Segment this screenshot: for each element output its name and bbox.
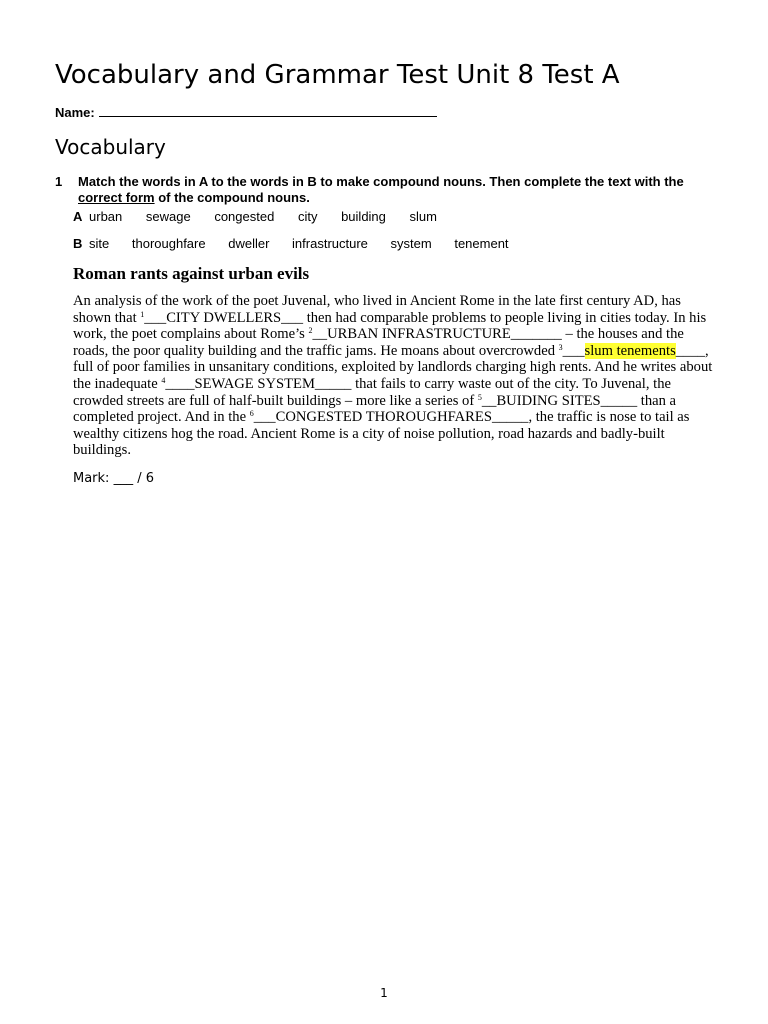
word-b-item: thoroughfare [131, 236, 206, 251]
word-list-b [73, 235, 525, 253]
article-paragraph [73, 293, 713, 459]
article-text: that fails to carry waste out of the city. To Juvenal, the crowded streets are full of half-built buildings – more like a series of [73, 375, 671, 409]
word-a-item: city [297, 209, 318, 224]
word-a-item: sewage [145, 209, 191, 224]
word-a-item: slum [409, 209, 437, 224]
word-b-item: dweller [228, 236, 270, 251]
name-field-line [55, 103, 437, 122]
word-list-b-label: B [73, 236, 83, 251]
name-label: Name: [55, 105, 95, 120]
task-text-start: Match the words in A to the words in B to make compound nouns. Then complete the text with the [78, 174, 684, 189]
task-number: 1 [55, 174, 63, 189]
section-title: Vocabulary [55, 135, 166, 159]
gap-number: 4 [161, 375, 166, 385]
article-text: than a completed project. And in the [73, 392, 677, 426]
word-a-item: congested [214, 209, 275, 224]
task-text-underlined: correct form [78, 190, 155, 205]
gap-answer: ____SEWAGE SYSTEM_____ [165, 375, 352, 392]
word-a-item: building [341, 209, 386, 224]
gap-number: 1 [140, 309, 145, 319]
word-a-item: urban [89, 209, 123, 224]
gap-answer: __BUIDING SITES_____ [481, 392, 638, 409]
word-b-item: infrastructure [292, 236, 368, 251]
gap-answer: ___CITY DWELLERS___ [144, 309, 304, 326]
article-text: An analysis of the work of the poet Juvenal, who lived in Ancient Rome in the late first century AD, has shown that [73, 293, 681, 326]
test-title: Vocabulary and Grammar Test Unit 8 Test A [55, 60, 620, 90]
word-b-item: tenement [454, 236, 509, 251]
article-text: – the houses and the roads, the poor quality building and the traffic jams. He moans about overcrowded [73, 326, 684, 359]
article-text: , full of poor families in unsanitary conditions, exploited by landlords charging high rents. And he writes about the inadequate [73, 342, 713, 392]
page-number: 1 [380, 986, 388, 1000]
word-b-item: site [89, 236, 110, 251]
gap-number: 2 [308, 326, 313, 336]
task-text [78, 174, 705, 206]
task-text-end: of the compound nouns. [154, 190, 310, 205]
article-title: Roman rants against urban evils [73, 264, 310, 283]
gap-number: 6 [249, 409, 254, 419]
gap-answer-prefix: ___ [562, 342, 585, 359]
gap-answer: ___CONGESTED THOROUGHFARES_____ [253, 409, 529, 426]
name-blank-line [99, 103, 437, 117]
gap-number: 3 [558, 342, 563, 352]
word-list-a-label: A [73, 209, 83, 224]
gap-answer: __URBAN INFRASTRUCTURE_______ [312, 326, 562, 343]
article-text: , the traffic is nose to tail as wealthy citizens hog the road. Ancient Rome is a city of noise pollution, road hazards and badly-built buildings. [73, 409, 690, 459]
mark-line: Mark: ___ / 6 [73, 471, 154, 486]
article-text: then had comparable problems to people living in cities today. In his work, the poet complains about Rome’s [73, 309, 707, 343]
word-b-item: system [390, 236, 432, 251]
gap-number: 5 [477, 392, 482, 402]
highlighted-answer: slum tenements [584, 342, 676, 359]
word-list-a [73, 208, 457, 226]
gap-answer-suffix: ____ [675, 342, 705, 359]
